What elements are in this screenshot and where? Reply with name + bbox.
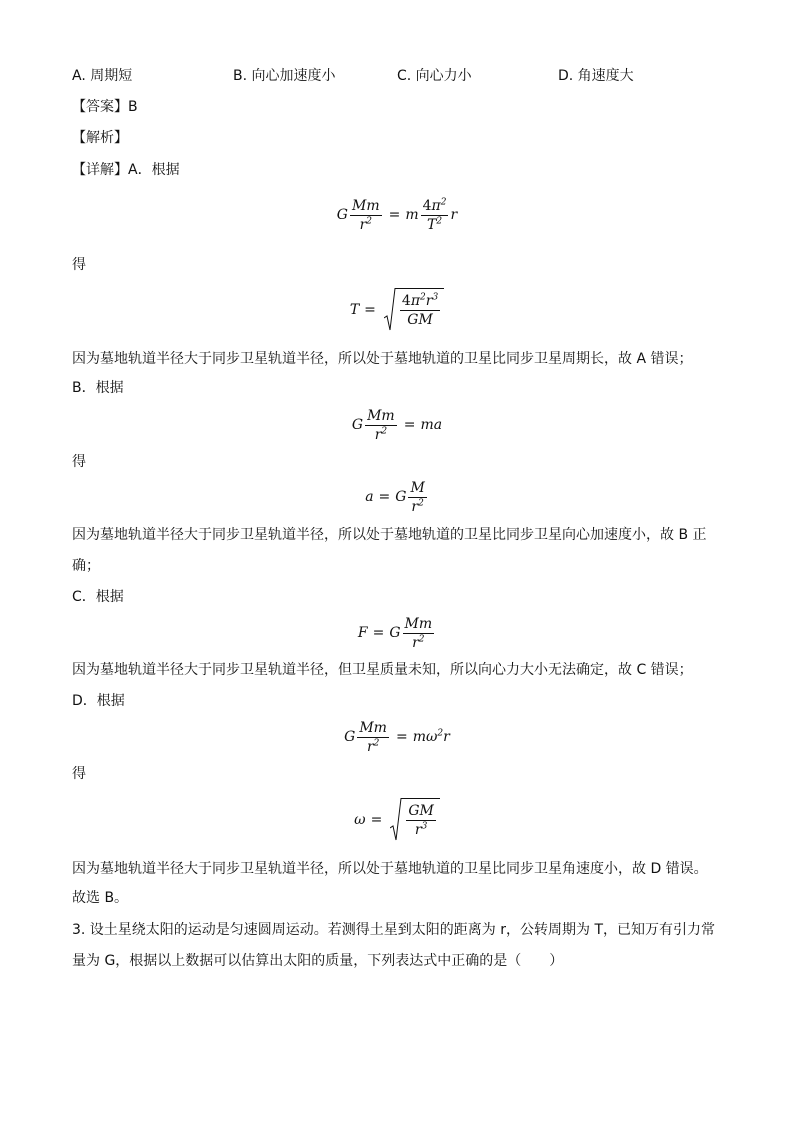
option-a: A. 周期短	[72, 68, 133, 84]
question-3-line2: 量为 G，根据以上数据可以估算出太阳的质量，下列表达式中正确的是（ ）	[72, 953, 564, 969]
label-c: C．根据	[72, 589, 124, 605]
option-d: D. 角速度大	[558, 68, 634, 84]
label-b: B．根据	[72, 380, 124, 396]
formula-period-equation: G $\frac{Mm}{r^2}$ = m $\frac{4\pi^2}{T^2}$ r	[336, 196, 458, 233]
text-d: 因为墓地轨道半径大于同步卫星轨道半径，所以处于墓地轨道的卫星比同步卫星角速度小，故 D 错误。	[72, 861, 708, 877]
text-a: 因为墓地轨道半径大于同步卫星轨道半径，所以处于墓地轨道的卫星比同步卫星周期长，故 A 错误；	[72, 351, 693, 367]
formula-force: F = G $\frac{Mm}{r^2}$	[357, 615, 433, 651]
de-label-3: 得	[72, 766, 86, 782]
analysis-label: 【解析】	[72, 130, 128, 146]
label-d: D．根据	[72, 693, 125, 709]
formula-period-result: T = $\frac{4\pi^2r^3}{GM}$	[0, 287, 794, 333]
option-b: B. 向心加速度小	[233, 68, 336, 84]
formula-acceleration-result: a = G $\frac{M}{r^2}$	[365, 479, 425, 515]
detail-a-label: 【详解】A．根据	[72, 162, 180, 178]
text-b-line1: 因为墓地轨道半径大于同步卫星轨道半径，所以处于墓地轨道的卫星比同步卫星向心加速度小，故 B 正	[72, 527, 707, 543]
de-label-2: 得	[72, 454, 86, 470]
text-b-line2: 确；	[72, 558, 100, 574]
question-3-line1: 3. 设土星绕太阳的运动是匀速圆周运动。若测得土星到太阳的距离为 r，公转周期为 T，已知万有引力常	[72, 922, 716, 938]
conclusion: 故选 B。	[72, 890, 129, 906]
de-label-1: 得	[72, 257, 86, 273]
answer-label: 【答案】B	[72, 99, 138, 115]
formula-angular-equation: G $\frac{Mm}{r^2}$ = $m\omega^2r$	[344, 719, 450, 755]
text-c: 因为墓地轨道半径大于同步卫星轨道半径，但卫星质量未知，所以向心力大小无法确定，故 C 错误；	[72, 662, 693, 678]
formula-acceleration-equation: G $\frac{Mm}{r^2}$ = ma	[351, 407, 443, 443]
option-c: C. 向心力小	[397, 68, 472, 84]
formula-angular-result: ω = $\frac{GM}{r^3}$	[0, 797, 794, 843]
